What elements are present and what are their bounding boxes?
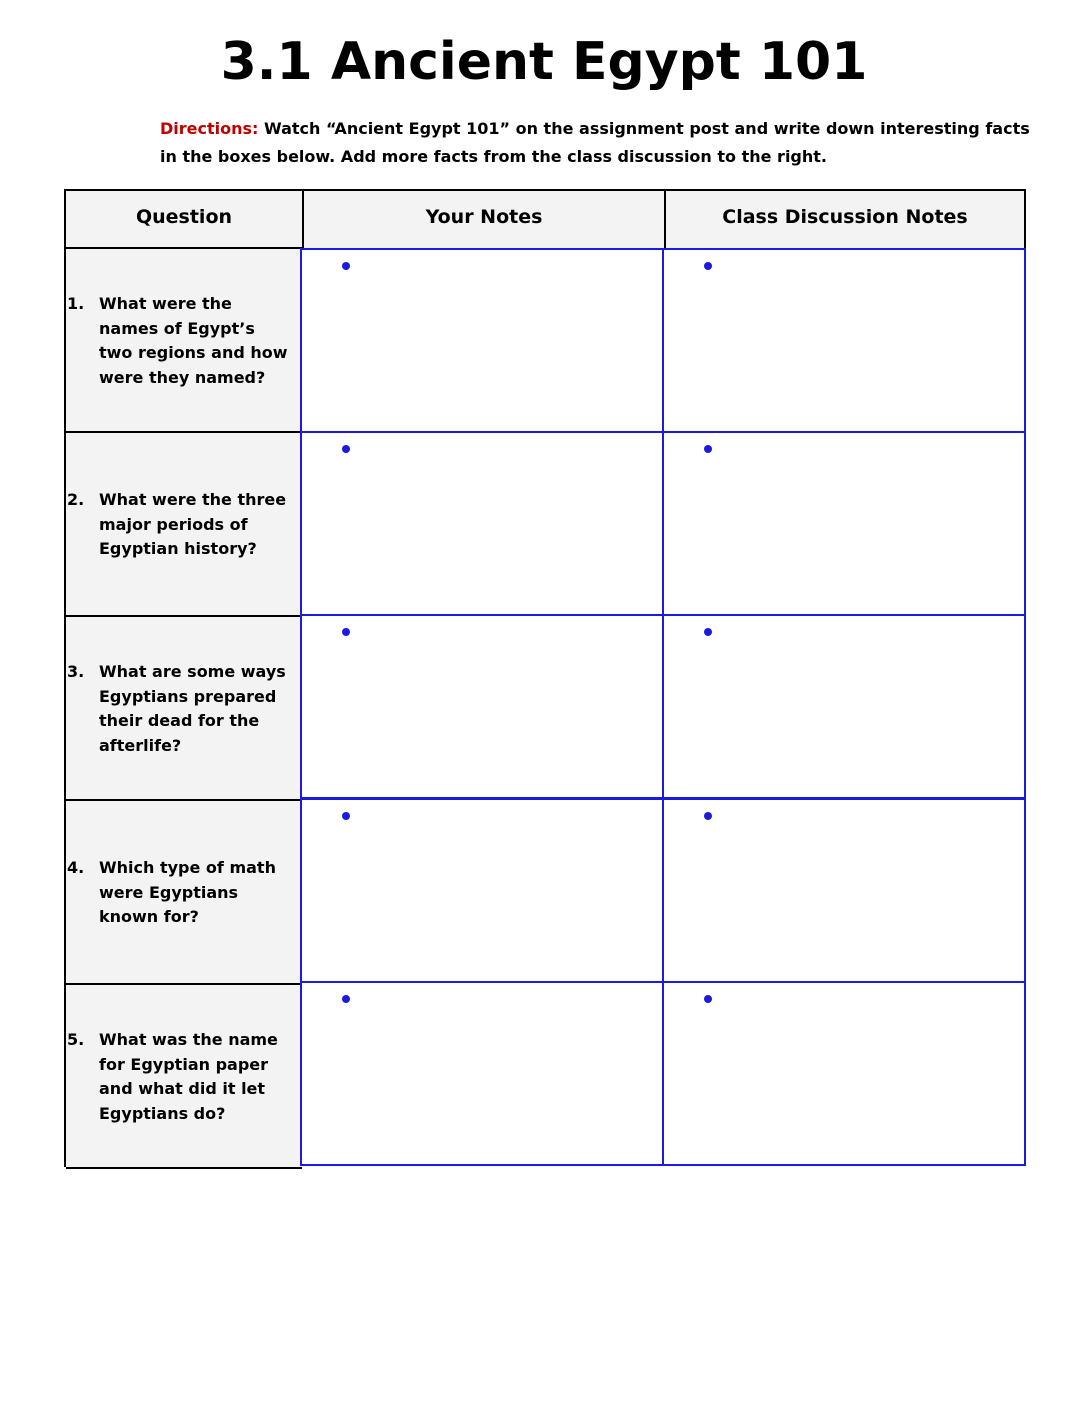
question-text: What was the name for Egyptian paper and what did it let Egyptians do? xyxy=(99,1030,278,1123)
class-notes-box[interactable] xyxy=(662,431,1026,616)
header-your-notes: Your Notes xyxy=(302,191,664,249)
question-cell xyxy=(66,433,302,617)
your-notes-box[interactable] xyxy=(300,614,664,799)
class-notes-box[interactable] xyxy=(662,981,1026,1166)
bullet-icon xyxy=(704,995,712,1003)
question-number: 5. xyxy=(67,1030,85,1049)
question-text: What were the three major periods of Egyptian history? xyxy=(99,490,287,559)
bullet-icon xyxy=(704,445,712,453)
bullet-icon xyxy=(704,628,712,636)
class-notes-box[interactable] xyxy=(662,248,1026,433)
your-notes-box[interactable] xyxy=(300,248,664,433)
table-header xyxy=(64,189,1026,249)
bullet-icon xyxy=(342,262,350,270)
class-notes-box[interactable] xyxy=(662,614,1026,799)
question-text: What were the names of Egypt’s two regions and how were they named? xyxy=(99,294,288,387)
page-title: 3.1 Ancient Egypt 101 xyxy=(220,32,868,92)
bullet-icon xyxy=(342,995,350,1003)
question-column xyxy=(64,247,302,1167)
question-text: Which type of math were Egyptians known for? xyxy=(99,858,276,927)
question-cell xyxy=(66,617,302,801)
your-notes-box[interactable] xyxy=(300,981,664,1166)
directions-label: Directions: xyxy=(160,119,259,138)
question-number: 1. xyxy=(67,294,85,313)
directions xyxy=(160,115,1030,171)
question-cell xyxy=(66,801,302,985)
header-class-notes: Class Discussion Notes xyxy=(664,191,1024,249)
bullet-icon xyxy=(342,812,350,820)
question-text: What are some ways Egyptians prepared their dead for the afterlife? xyxy=(99,662,286,755)
bullet-icon xyxy=(704,812,712,820)
header-question: Question xyxy=(135,206,233,228)
question-number: 3. xyxy=(67,662,85,681)
bullet-icon xyxy=(342,445,350,453)
bullet-icon xyxy=(704,262,712,270)
class-notes-box[interactable] xyxy=(662,798,1026,983)
your-notes-box[interactable] xyxy=(300,798,664,983)
directions-text: Watch “Ancient Egypt 101” on the assignment post and write down interesting facts in the boxes below. Add more facts from the class discussion to the right. xyxy=(160,119,1030,166)
your-notes-box[interactable] xyxy=(300,431,664,616)
question-cell xyxy=(66,249,302,433)
bullet-icon xyxy=(342,628,350,636)
question-cell xyxy=(66,985,302,1169)
notes-table xyxy=(64,189,1026,1167)
question-number: 2. xyxy=(67,490,85,510)
question-number: 4. xyxy=(67,858,85,878)
